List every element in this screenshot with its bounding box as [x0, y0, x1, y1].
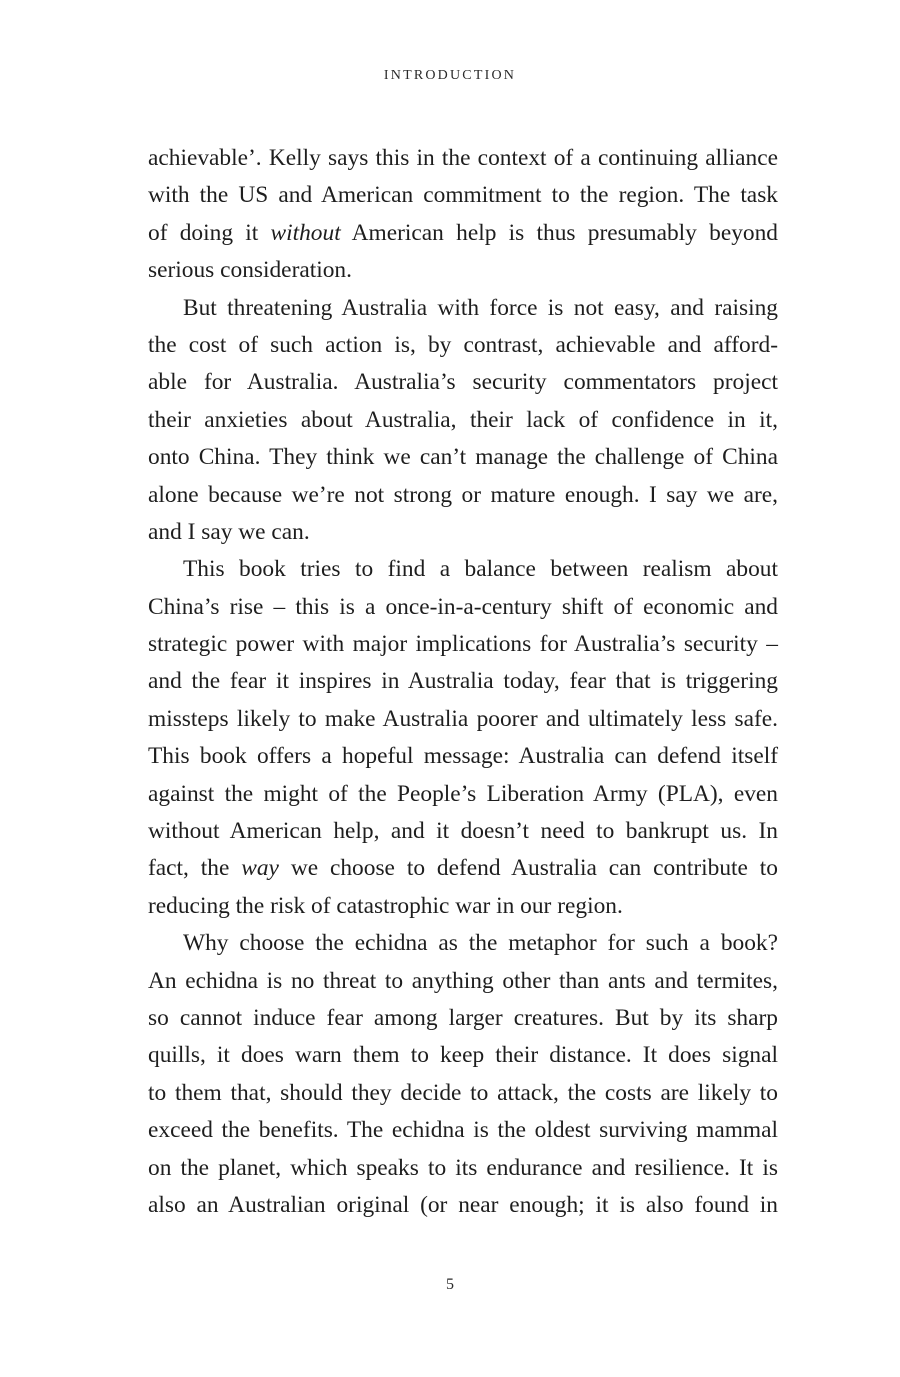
- text-run: so cannot induce fear among larger creatures. But by its sharp: [148, 1004, 778, 1031]
- text-line: [148, 215, 778, 252]
- text-run: onto China. They think we can’t manage the challenge of China: [148, 444, 778, 471]
- text-line: [148, 776, 778, 813]
- text-line: [148, 963, 778, 1000]
- text-line: [148, 850, 778, 887]
- text-line: [148, 738, 778, 775]
- text-line: [148, 1187, 778, 1224]
- text-run: their anxieties about Australia, their lack of confidence in it,: [148, 406, 778, 433]
- text-line: [148, 888, 778, 925]
- text-line: [148, 327, 778, 364]
- text-run: without American help, and it doesn’t need to bankrupt us. In: [148, 818, 778, 845]
- text-line: [148, 813, 778, 850]
- text-line: [148, 402, 778, 439]
- text-run: Why choose the echidna as the metaphor for such a book?: [183, 930, 778, 957]
- text-run: we choose to defend Australia can contribute to: [278, 855, 778, 882]
- text-line: [148, 439, 778, 476]
- text-run: with the US and American commitment to the region. The task: [148, 182, 778, 209]
- text-line: [148, 663, 778, 700]
- text-run: This book tries to find a balance between realism about: [183, 556, 778, 583]
- text-line: [148, 477, 778, 514]
- text-run: and the fear it inspires in Australia today, fear that is triggering: [148, 668, 778, 695]
- text-run: able for Australia. Australia’s security commentators project: [148, 369, 778, 396]
- text-line: [148, 290, 778, 327]
- text-run: But threatening Australia with force is not easy, and raising: [183, 294, 778, 321]
- text-run: on the planet, which speaks to its endurance and resilience. It is: [148, 1154, 778, 1181]
- text-run: against the might of the People’s Liberation Army (PLA), even: [148, 780, 778, 807]
- text-line: [148, 177, 778, 214]
- text-line: [148, 252, 778, 289]
- text-line: [148, 1150, 778, 1187]
- body-text: [148, 140, 778, 1224]
- text-run: serious consideration.: [148, 257, 352, 284]
- text-run: alone because we’re not strong or mature enough. I say we are,: [148, 481, 778, 508]
- text-line: [148, 551, 778, 588]
- text-run: also an Australian original (or near enough; it is also found in: [148, 1191, 778, 1218]
- text-run: China’s rise – this is a once-in-a-century shift of economic and: [148, 593, 778, 620]
- text-line: [148, 364, 778, 401]
- text-line: [148, 925, 778, 962]
- text-run: the cost of such action is, by contrast, achievable and afford-: [148, 331, 778, 358]
- text-run: missteps likely to make Australia poorer and ultimately less safe.: [148, 705, 778, 732]
- text-line: [148, 1112, 778, 1149]
- page-number: 5: [446, 1276, 454, 1293]
- text-run: achievable’. Kelly says this in the context of a continuing alliance: [148, 145, 778, 171]
- text-line: [148, 626, 778, 663]
- italic-text: way: [241, 855, 279, 882]
- text-run: An echidna is no threat to anything other than ants and termites,: [148, 967, 778, 994]
- text-run: of doing it: [148, 219, 271, 246]
- text-run: This book offers a hopeful message: Australia can defend itself: [148, 743, 778, 770]
- text-run: and I say we can.: [148, 518, 310, 545]
- text-run: exceed the benefits. The echidna is the oldest surviving mammal: [148, 1117, 778, 1144]
- text-line: [148, 140, 778, 177]
- text-line: [148, 1037, 778, 1074]
- text-line: [148, 514, 778, 551]
- text-run: reducing the risk of catastrophic war in our region.: [148, 892, 623, 919]
- text-run: to them that, should they decide to attack, the costs are likely to: [148, 1079, 778, 1106]
- text-line: [148, 589, 778, 626]
- text-line: [148, 1000, 778, 1037]
- italic-text: without: [270, 219, 341, 246]
- text-run: quills, it does warn them to keep their distance. It does signal: [148, 1042, 778, 1069]
- running-head: INTRODUCTION: [383, 68, 517, 83]
- text-run: strategic power with major implications for Australia’s security –: [148, 631, 778, 658]
- text-line: [148, 701, 778, 738]
- text-run: American help is thus presumably beyond: [340, 219, 778, 246]
- text-run: fact, the: [148, 855, 242, 882]
- text-line: [148, 1075, 778, 1112]
